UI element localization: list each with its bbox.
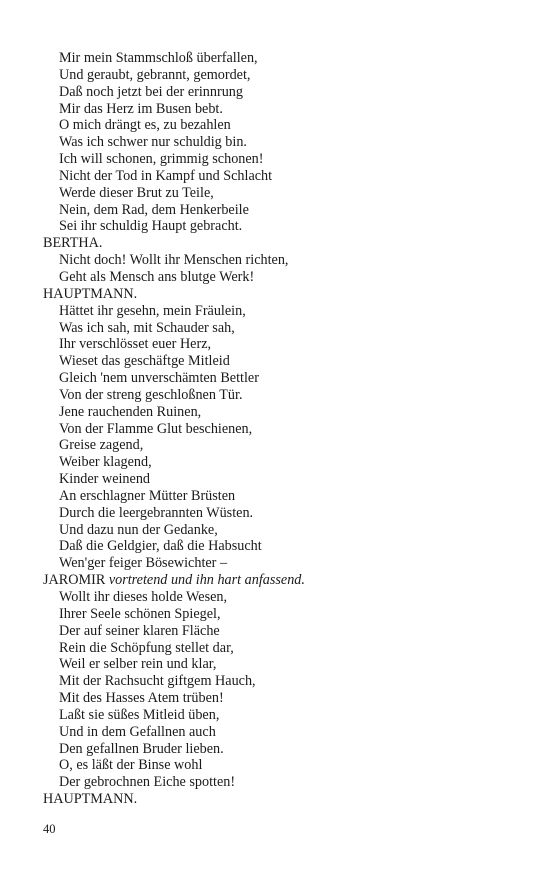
verse-line [43,336,513,353]
verse-line [43,151,513,168]
speaker-name: HAUPTMANN. [43,791,138,808]
verse-line [43,117,513,134]
verse-line [43,101,513,118]
verse-text: Hättet ihr gesehn, mein Fräulein, [59,302,246,319]
verse-text: Gleich 'nem unverschämten Bettler [59,370,259,387]
verse-text: Mir mein Stammschloß überfallen, [59,50,258,66]
verse-line [43,724,513,741]
verse-line [43,303,513,320]
verse-line [43,437,513,454]
verse-text: Was ich sah, mit Schauder sah, [59,319,235,336]
speaker-name: HAUPTMANN. [43,285,138,302]
speaker-line [43,572,513,589]
verse-line [43,84,513,101]
verse-line [43,252,513,269]
verse-text: Wieset das geschäftge Mitleid [59,353,230,370]
verse-text: Daß die Geldgier, daß die Habsucht [59,538,262,555]
verse-line [43,640,513,657]
verse-line [43,538,513,555]
verse-line [43,67,513,84]
page-number: 40 [43,822,56,836]
verse-line [43,488,513,505]
verse-line [43,454,513,471]
verse-text: Kinder weinend [59,471,151,488]
verse-line [43,757,513,774]
verse-line [43,707,513,724]
speaker-line [43,791,513,808]
verse-text: Der gebrochnen Eiche spotten! [59,774,236,791]
verse-text: Wollt ihr dieses holde Wesen, [59,589,228,605]
verse-line [43,471,513,488]
verse-line [43,690,513,707]
verse-line [43,168,513,185]
verse-line [43,555,513,572]
verse-line [43,50,513,67]
verse-text: Werde dieser Brut zu Teile, [59,184,214,201]
verse-line [43,505,513,522]
stage-direction: vortretend und ihn hart anfassend. [108,572,305,589]
verse-text: Wen'ger feiger Bösewichter – [59,555,228,572]
verse-line [43,202,513,219]
verse-line [43,387,513,404]
verse-text: Laßt sie süßes Mitleid üben, [59,706,220,723]
verse-line [43,589,513,606]
verse-text: Sei ihr schuldig Haupt gebracht. [59,218,243,235]
verse-text: Daß noch jetzt bei der erinnrung [59,83,243,100]
speaker-name: JAROMIR [43,572,106,589]
speaker-name: BERTHA. [43,235,103,252]
verse-text: Und in dem Gefallnen auch [59,723,216,740]
verse-text: Und geraubt, gebrannt, gemordet, [59,66,251,83]
verse-text: O mich drängt es, zu bezahlen [59,117,231,134]
verse-line [43,522,513,539]
verse-line [43,134,513,151]
verse-text: An erschlagner Mütter Brüsten [59,487,236,504]
verse-line [43,320,513,337]
verse-text: Nicht der Tod in Kampf und Schlacht [59,167,273,184]
speaker-line [43,235,513,252]
verse-line [43,421,513,438]
verse-text: Ich will schonen, grimmig schonen! [59,151,264,168]
verse-text: Mit der Rachsucht giftgem Hauch, [59,673,256,690]
verse-line [43,741,513,758]
verse-text: Weil er selber rein und klar, [59,656,217,673]
verse-line [43,606,513,623]
verse-text: Rein die Schöpfung stellet dar, [59,639,234,656]
verse-text: Und dazu nun der Gedanke, [59,521,218,538]
verse-line [43,774,513,791]
verse-line [43,673,513,690]
verse-text: Ihr verschlösset euer Herz, [59,336,212,353]
verse-text: Der auf seiner klaren Fläche [59,622,220,639]
verse-text: Jene rauchenden Ruinen, [59,403,202,420]
play-text [43,50,513,808]
speaker-line [43,286,513,303]
verse-text: Nein, dem Rad, dem Henkerbeile [59,201,249,218]
verse-line [43,353,513,370]
verse-text: Nicht doch! Wollt ihr Menschen richten, [59,252,289,269]
verse-text: Mir das Herz im Busen bebt. [59,100,223,117]
verse-text: Mit des Hasses Atem trüben! [59,690,224,707]
verse-line [43,656,513,673]
verse-line [43,218,513,235]
verse-text: O, es läßt der Binse wohl [59,757,203,774]
verse-text: Geht als Mensch ans blutge Werk! [59,268,255,285]
verse-text: Greise zagend, [59,437,144,454]
verse-text: Weiber klagend, [59,454,152,471]
verse-line [43,185,513,202]
verse-text: Von der Flamme Glut beschienen, [59,420,253,437]
verse-line [43,404,513,421]
verse-text: Ihrer Seele schönen Spiegel, [59,605,221,622]
verse-line [43,623,513,640]
verse-line [43,370,513,387]
verse-text: Von der streng geschloßnen Tür. [59,386,243,403]
verse-line [43,269,513,286]
verse-text: Durch die leergebrannten Wüsten. [59,504,254,521]
verse-text: Was ich schwer nur schuldig bin. [59,134,247,151]
verse-text: Den gefallnen Bruder lieben. [59,740,224,757]
